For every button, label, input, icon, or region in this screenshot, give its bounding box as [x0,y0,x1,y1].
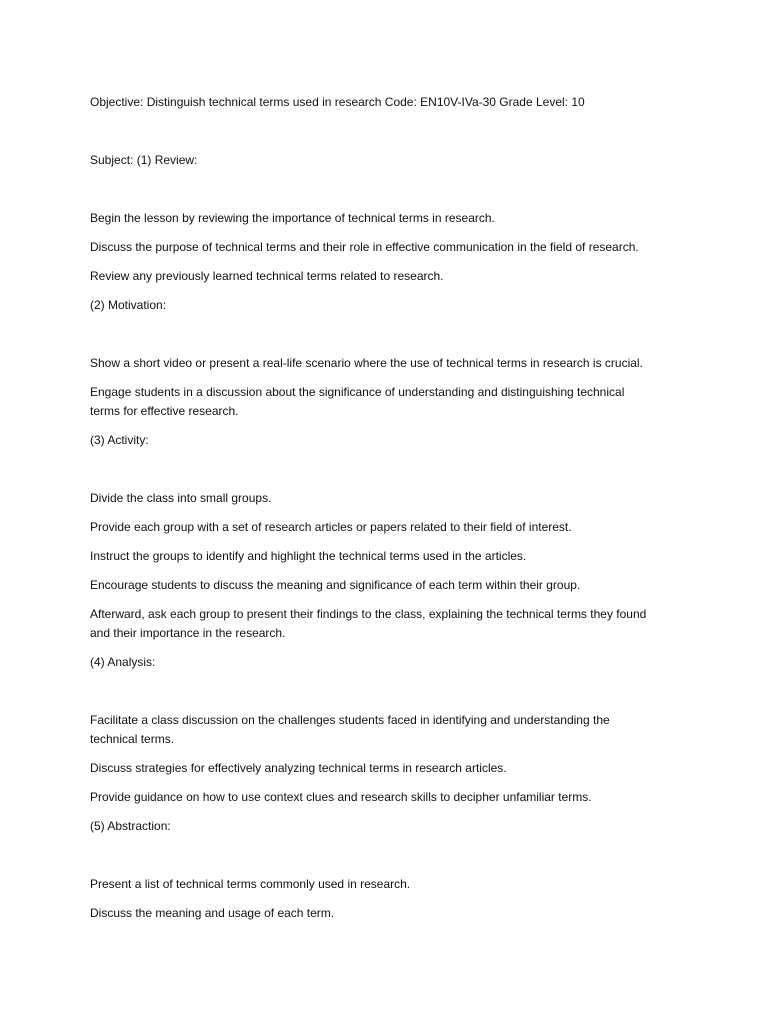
motivation-heading: (2) Motivation: [90,298,167,312]
review-item: Discuss the purpose of technical terms and their role in effective communication in the field of research. [90,240,639,254]
analysis-heading: (4) Analysis: [90,655,156,669]
review-item: Begin the lesson by reviewing the importance of technical terms in research. [90,211,495,225]
activity-item: Afterward, ask each group to present their findings to the class, explaining the technical terms they found and their importance in the research. [90,607,647,640]
analysis-item: Provide guidance on how to use context clues and research skills to decipher unfamiliar terms. [90,790,592,804]
activity-heading: (3) Activity: [90,433,149,447]
activity-item: Instruct the groups to identify and highlight the technical terms used in the articles. [90,549,527,563]
abstraction-heading: (5) Abstraction: [90,819,171,833]
activity-item: Encourage students to discuss the meaning and significance of each term within their group. [90,578,581,592]
subject-line: Subject: (1) Review: [90,153,198,167]
motivation-item: Engage students in a discussion about the significance of understanding and distinguishing technical terms for effective research. [90,385,625,418]
abstraction-item: Present a list of technical terms commonly used in research. [90,877,411,891]
analysis-item: Discuss strategies for effectively analyzing technical terms in research articles. [90,761,507,775]
abstraction-item: Discuss the meaning and usage of each term. [90,906,335,920]
activity-item: Provide each group with a set of research articles or papers related to their field of interest. [90,520,572,534]
objective-line: Objective: Distinguish technical terms used in research Code: EN10V-IVa-30 Grade Level: 10 [90,95,585,109]
review-item: Review any previously learned technical terms related to research. [90,269,444,283]
analysis-item: Facilitate a class discussion on the challenges students faced in identifying and understanding the technical terms. [90,713,610,746]
activity-item: Divide the class into small groups. [90,491,272,505]
motivation-item: Show a short video or present a real-life scenario where the use of technical terms in research is crucial. [90,356,643,370]
